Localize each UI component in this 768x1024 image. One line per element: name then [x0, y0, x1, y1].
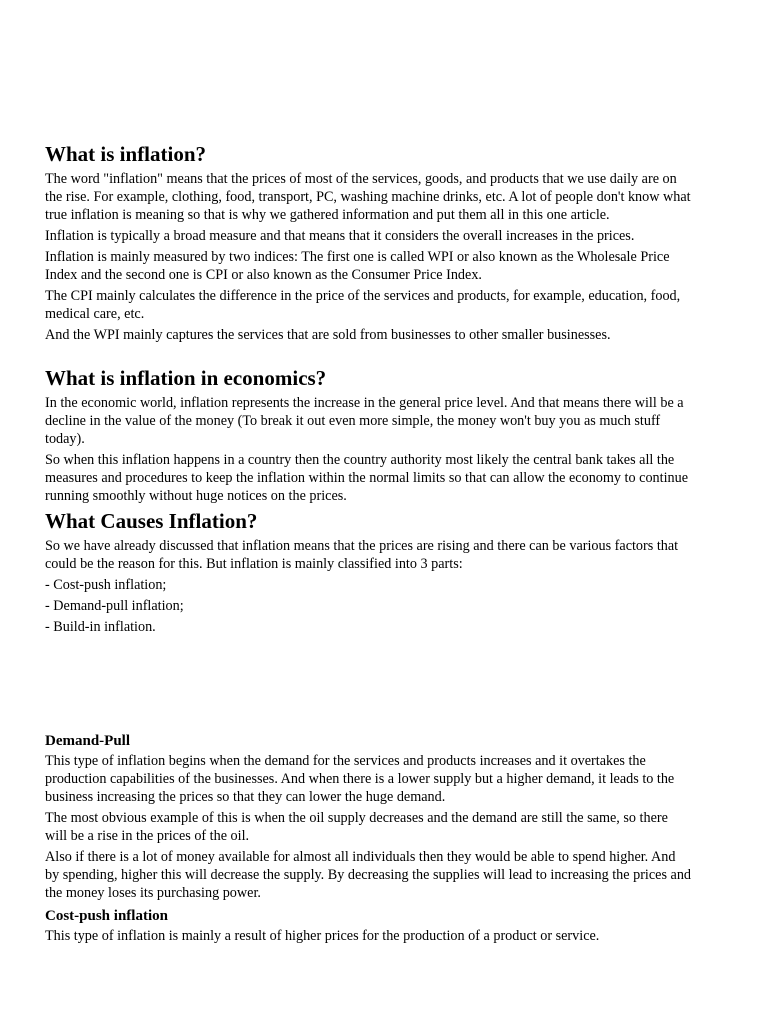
section-heading: What Causes Inflation? — [45, 509, 258, 533]
section-cost-push-inflation — [45, 907, 693, 948]
paragraph: Inflation is typically a broad measure and that means that it considers the overall increases in the prices. — [45, 228, 635, 244]
list-item: - Cost-push inflation; — [45, 577, 167, 593]
list-item: - Build-in inflation. — [45, 619, 156, 635]
paragraph: So when this inflation happens in a country then the country authority most likely the central bank takes all the measures and procedures to keep the inflation within the normal limits so that can allow the economy to continue running smoothly without huge notices on the prices. — [45, 452, 688, 504]
paragraph: In the economic world, inflation represents the increase in the general price level. And that means there will be a decline in the value of the money (To break it out even more simple, the money won't buy you as much stuff today). — [45, 395, 684, 447]
section-what-is-inflation — [45, 142, 693, 347]
subsection-heading: Cost-push inflation — [45, 908, 168, 924]
section-heading: What is inflation in economics? — [45, 366, 327, 390]
list-item: - Demand-pull inflation; — [45, 598, 184, 614]
section-what-causes-inflation — [45, 509, 693, 639]
paragraph: The word "inflation" means that the prices of most of the services, goods, and products that we use daily are on the rise. For example, clothing, food, transport, PC, washing machine drinks, etc. A lot of people don't know what true inflation is meaning so that is why we gathered information and put them all in this one article. — [45, 171, 691, 223]
subsection-heading: Demand-Pull — [45, 733, 131, 749]
paragraph: The most obvious example of this is when the oil supply decreases and the demand are still the same, so there will be a rise in the prices of the oil. — [45, 810, 668, 844]
section-demand-pull — [45, 732, 693, 905]
paragraph: So we have already discussed that inflation means that the prices are rising and there can be various factors that could be the reason for this. But inflation is mainly classified into 3 parts: — [45, 538, 679, 572]
paragraph: The CPI mainly calculates the difference in the price of the services and products, for example, education, food, medical care, etc. — [45, 288, 681, 322]
paragraph: Inflation is mainly measured by two indices: The first one is called WPI or also known as the Wholesale Price Index and the second one is CPI or also known as the Consumer Price Index. — [45, 249, 670, 283]
section-heading: What is inflation? — [45, 142, 207, 166]
paragraph: This type of inflation begins when the demand for the services and products increases and it overtakes the production capabilities of the businesses. And when there is a lower supply but a higher demand, it leads to the business increasing the prices so that they can lower the huge demand. — [45, 753, 675, 805]
paragraph: This type of inflation is mainly a result of higher prices for the production of a product or service. — [45, 928, 600, 944]
paragraph: And the WPI mainly captures the services that are sold from businesses to other smaller businesses. — [45, 327, 611, 343]
paragraph: Also if there is a lot of money available for almost all individuals then they would be able to spend higher. And by spending, higher this will decrease the supply. By decreasing the supplies will lead to increasing the prices and the money loses its purchasing power. — [45, 849, 692, 901]
section-inflation-in-economics — [45, 366, 693, 508]
